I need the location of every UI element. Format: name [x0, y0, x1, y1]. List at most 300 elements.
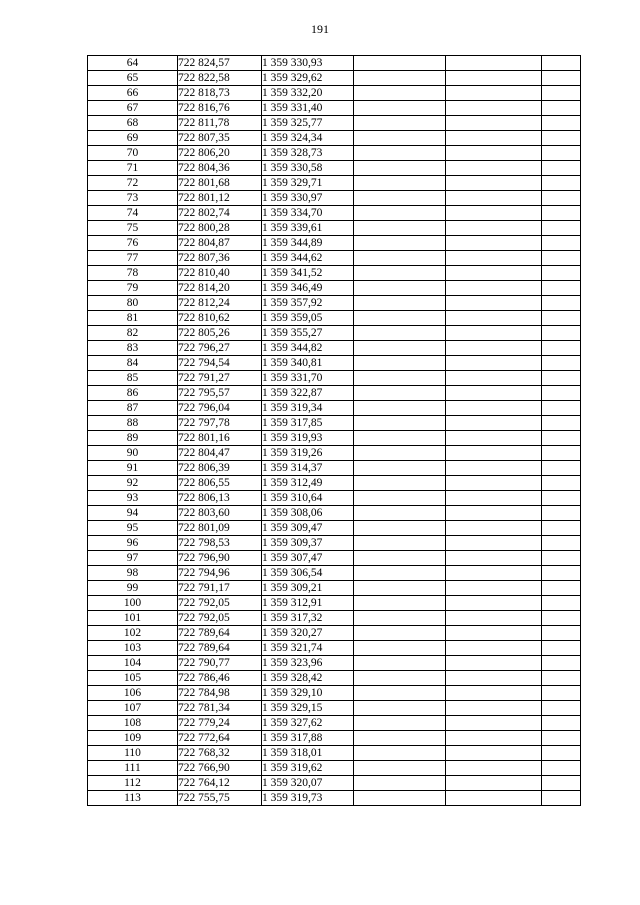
table-row	[88, 641, 581, 656]
point-number-cell: 74	[88, 206, 178, 221]
empty-cell	[354, 776, 446, 791]
table-row	[88, 611, 581, 626]
y-coordinate-cell: 1 359 319,73	[262, 791, 354, 806]
point-number-cell: 88	[88, 416, 178, 431]
table-row	[88, 476, 581, 491]
point-number-cell: 86	[88, 386, 178, 401]
empty-cell	[446, 656, 542, 671]
empty-cell	[542, 101, 581, 116]
table-row	[88, 86, 581, 101]
page-number: 191	[311, 22, 329, 36]
empty-cell	[542, 686, 581, 701]
table-row	[88, 716, 581, 731]
y-coordinate-cell: 1 359 308,06	[262, 506, 354, 521]
empty-cell	[354, 416, 446, 431]
empty-cell	[542, 116, 581, 131]
y-coordinate-cell: 1 359 355,27	[262, 326, 354, 341]
x-coordinate-cell: 722 801,12	[178, 191, 262, 206]
y-coordinate-cell: 1 359 319,34	[262, 401, 354, 416]
table-row	[88, 341, 581, 356]
empty-cell	[542, 356, 581, 371]
empty-cell	[542, 71, 581, 86]
empty-cell	[354, 611, 446, 626]
x-coordinate-cell: 722 801,09	[178, 521, 262, 536]
empty-cell	[542, 146, 581, 161]
empty-cell	[354, 356, 446, 371]
point-number-cell: 80	[88, 296, 178, 311]
point-number-cell: 108	[88, 716, 178, 731]
x-coordinate-cell: 722 804,47	[178, 446, 262, 461]
y-coordinate-cell: 1 359 309,47	[262, 521, 354, 536]
y-coordinate-cell: 1 359 329,62	[262, 71, 354, 86]
table-row	[88, 431, 581, 446]
x-coordinate-cell: 722 772,64	[178, 731, 262, 746]
empty-cell	[446, 86, 542, 101]
empty-cell	[542, 776, 581, 791]
point-number-cell: 104	[88, 656, 178, 671]
empty-cell	[354, 791, 446, 806]
empty-cell	[354, 101, 446, 116]
empty-cell	[354, 566, 446, 581]
point-number-cell: 110	[88, 746, 178, 761]
x-coordinate-cell: 722 807,36	[178, 251, 262, 266]
empty-cell	[542, 731, 581, 746]
point-number-cell: 68	[88, 116, 178, 131]
empty-cell	[446, 371, 542, 386]
x-coordinate-cell: 722 810,40	[178, 266, 262, 281]
table-row	[88, 326, 581, 341]
y-coordinate-cell: 1 359 331,70	[262, 371, 354, 386]
empty-cell	[542, 251, 581, 266]
table-row	[88, 146, 581, 161]
x-coordinate-cell: 722 810,62	[178, 311, 262, 326]
empty-cell	[446, 236, 542, 251]
empty-cell	[354, 641, 446, 656]
table-row	[88, 401, 581, 416]
empty-cell	[446, 446, 542, 461]
y-coordinate-cell: 1 359 331,40	[262, 101, 354, 116]
coordinates-table-body	[88, 56, 581, 806]
y-coordinate-cell: 1 359 330,93	[262, 56, 354, 71]
empty-cell	[354, 476, 446, 491]
y-coordinate-cell: 1 359 312,49	[262, 476, 354, 491]
x-coordinate-cell: 722 811,78	[178, 116, 262, 131]
x-coordinate-cell: 722 766,90	[178, 761, 262, 776]
empty-cell	[446, 476, 542, 491]
empty-cell	[542, 446, 581, 461]
point-number-cell: 81	[88, 311, 178, 326]
table-row	[88, 266, 581, 281]
x-coordinate-cell: 722 822,58	[178, 71, 262, 86]
empty-cell	[354, 191, 446, 206]
point-number-cell: 75	[88, 221, 178, 236]
empty-cell	[354, 311, 446, 326]
point-number-cell: 83	[88, 341, 178, 356]
x-coordinate-cell: 722 796,90	[178, 551, 262, 566]
table-row	[88, 371, 581, 386]
empty-cell	[542, 56, 581, 71]
empty-cell	[354, 251, 446, 266]
empty-cell	[354, 266, 446, 281]
empty-cell	[542, 581, 581, 596]
x-coordinate-cell: 722 755,75	[178, 791, 262, 806]
empty-cell	[446, 761, 542, 776]
point-number-cell: 82	[88, 326, 178, 341]
table-row	[88, 101, 581, 116]
empty-cell	[446, 791, 542, 806]
empty-cell	[354, 461, 446, 476]
empty-cell	[354, 716, 446, 731]
x-coordinate-cell: 722 789,64	[178, 641, 262, 656]
empty-cell	[542, 791, 581, 806]
table-row	[88, 386, 581, 401]
empty-cell	[542, 506, 581, 521]
y-coordinate-cell: 1 359 359,05	[262, 311, 354, 326]
y-coordinate-cell: 1 359 319,26	[262, 446, 354, 461]
empty-cell	[446, 281, 542, 296]
y-coordinate-cell: 1 359 319,93	[262, 431, 354, 446]
x-coordinate-cell: 722 806,20	[178, 146, 262, 161]
empty-cell	[354, 131, 446, 146]
table-row	[88, 236, 581, 251]
table-row	[88, 161, 581, 176]
empty-cell	[542, 341, 581, 356]
x-coordinate-cell: 722 786,46	[178, 671, 262, 686]
empty-cell	[446, 686, 542, 701]
y-coordinate-cell: 1 359 314,37	[262, 461, 354, 476]
point-number-cell: 70	[88, 146, 178, 161]
x-coordinate-cell: 722 794,54	[178, 356, 262, 371]
x-coordinate-cell: 722 764,12	[178, 776, 262, 791]
table-row	[88, 566, 581, 581]
empty-cell	[354, 236, 446, 251]
x-coordinate-cell: 722 816,76	[178, 101, 262, 116]
empty-cell	[446, 401, 542, 416]
empty-cell	[354, 536, 446, 551]
empty-cell	[446, 206, 542, 221]
y-coordinate-cell: 1 359 325,77	[262, 116, 354, 131]
empty-cell	[542, 86, 581, 101]
x-coordinate-cell: 722 807,35	[178, 131, 262, 146]
empty-cell	[354, 161, 446, 176]
point-number-cell: 84	[88, 356, 178, 371]
table-row	[88, 56, 581, 71]
empty-cell	[542, 131, 581, 146]
empty-cell	[354, 71, 446, 86]
empty-cell	[446, 341, 542, 356]
y-coordinate-cell: 1 359 306,54	[262, 566, 354, 581]
empty-cell	[446, 266, 542, 281]
empty-cell	[446, 356, 542, 371]
y-coordinate-cell: 1 359 324,34	[262, 131, 354, 146]
empty-cell	[354, 281, 446, 296]
empty-cell	[446, 596, 542, 611]
table-row	[88, 776, 581, 791]
empty-cell	[354, 326, 446, 341]
empty-cell	[354, 341, 446, 356]
empty-cell	[354, 401, 446, 416]
empty-cell	[446, 611, 542, 626]
empty-cell	[446, 56, 542, 71]
point-number-cell: 87	[88, 401, 178, 416]
empty-cell	[542, 401, 581, 416]
coordinates-table	[87, 55, 581, 806]
y-coordinate-cell: 1 359 320,27	[262, 626, 354, 641]
table-row	[88, 311, 581, 326]
x-coordinate-cell: 722 796,27	[178, 341, 262, 356]
table-row	[88, 281, 581, 296]
point-number-cell: 112	[88, 776, 178, 791]
empty-cell	[354, 221, 446, 236]
y-coordinate-cell: 1 359 328,42	[262, 671, 354, 686]
y-coordinate-cell: 1 359 329,10	[262, 686, 354, 701]
point-number-cell: 96	[88, 536, 178, 551]
point-number-cell: 97	[88, 551, 178, 566]
empty-cell	[354, 521, 446, 536]
empty-cell	[354, 446, 446, 461]
empty-cell	[446, 551, 542, 566]
y-coordinate-cell: 1 359 329,71	[262, 176, 354, 191]
empty-cell	[446, 776, 542, 791]
y-coordinate-cell: 1 359 320,07	[262, 776, 354, 791]
point-number-cell: 102	[88, 626, 178, 641]
x-coordinate-cell: 722 781,34	[178, 701, 262, 716]
point-number-cell: 79	[88, 281, 178, 296]
empty-cell	[354, 551, 446, 566]
y-coordinate-cell: 1 359 357,92	[262, 296, 354, 311]
empty-cell	[354, 731, 446, 746]
point-number-cell: 105	[88, 671, 178, 686]
table-row	[88, 191, 581, 206]
point-number-cell: 67	[88, 101, 178, 116]
y-coordinate-cell: 1 359 317,32	[262, 611, 354, 626]
empty-cell	[542, 191, 581, 206]
x-coordinate-cell: 722 790,77	[178, 656, 262, 671]
empty-cell	[542, 476, 581, 491]
table-row	[88, 491, 581, 506]
y-coordinate-cell: 1 359 346,49	[262, 281, 354, 296]
empty-cell	[542, 491, 581, 506]
point-number-cell: 90	[88, 446, 178, 461]
y-coordinate-cell: 1 359 307,47	[262, 551, 354, 566]
point-number-cell: 71	[88, 161, 178, 176]
point-number-cell: 98	[88, 566, 178, 581]
y-coordinate-cell: 1 359 340,81	[262, 356, 354, 371]
x-coordinate-cell: 722 801,16	[178, 431, 262, 446]
empty-cell	[354, 581, 446, 596]
point-number-cell: 100	[88, 596, 178, 611]
table-row	[88, 746, 581, 761]
empty-cell	[542, 461, 581, 476]
x-coordinate-cell: 722 796,04	[178, 401, 262, 416]
empty-cell	[354, 671, 446, 686]
empty-cell	[542, 701, 581, 716]
y-coordinate-cell: 1 359 328,73	[262, 146, 354, 161]
point-number-cell: 111	[88, 761, 178, 776]
empty-cell	[354, 746, 446, 761]
empty-cell	[354, 86, 446, 101]
empty-cell	[446, 716, 542, 731]
table-row	[88, 356, 581, 371]
table-row	[88, 551, 581, 566]
table-row	[88, 71, 581, 86]
table-row	[88, 536, 581, 551]
table-row	[88, 701, 581, 716]
empty-cell	[446, 146, 542, 161]
empty-cell	[542, 536, 581, 551]
empty-cell	[542, 551, 581, 566]
empty-cell	[446, 506, 542, 521]
empty-cell	[542, 281, 581, 296]
point-number-cell: 89	[88, 431, 178, 446]
point-number-cell: 109	[88, 731, 178, 746]
empty-cell	[354, 206, 446, 221]
empty-cell	[542, 671, 581, 686]
x-coordinate-cell: 722 812,24	[178, 296, 262, 311]
empty-cell	[542, 161, 581, 176]
empty-cell	[542, 266, 581, 281]
empty-cell	[354, 296, 446, 311]
y-coordinate-cell: 1 359 327,62	[262, 716, 354, 731]
point-number-cell: 77	[88, 251, 178, 266]
empty-cell	[446, 311, 542, 326]
y-coordinate-cell: 1 359 317,88	[262, 731, 354, 746]
point-number-cell: 69	[88, 131, 178, 146]
table-row	[88, 506, 581, 521]
x-coordinate-cell: 722 784,98	[178, 686, 262, 701]
empty-cell	[446, 431, 542, 446]
table-row	[88, 251, 581, 266]
x-coordinate-cell: 722 814,20	[178, 281, 262, 296]
y-coordinate-cell: 1 359 318,01	[262, 746, 354, 761]
empty-cell	[354, 596, 446, 611]
y-coordinate-cell: 1 359 323,96	[262, 656, 354, 671]
y-coordinate-cell: 1 359 344,89	[262, 236, 354, 251]
empty-cell	[446, 176, 542, 191]
empty-cell	[354, 686, 446, 701]
point-number-cell: 103	[88, 641, 178, 656]
empty-cell	[542, 371, 581, 386]
table-row	[88, 446, 581, 461]
point-number-cell: 113	[88, 791, 178, 806]
empty-cell	[542, 566, 581, 581]
empty-cell	[542, 416, 581, 431]
table-row	[88, 671, 581, 686]
empty-cell	[446, 521, 542, 536]
y-coordinate-cell: 1 359 309,21	[262, 581, 354, 596]
point-number-cell: 85	[88, 371, 178, 386]
table-row	[88, 761, 581, 776]
x-coordinate-cell: 722 789,64	[178, 626, 262, 641]
empty-cell	[446, 191, 542, 206]
x-coordinate-cell: 722 805,26	[178, 326, 262, 341]
table-row	[88, 296, 581, 311]
x-coordinate-cell: 722 806,13	[178, 491, 262, 506]
empty-cell	[354, 176, 446, 191]
table-row	[88, 596, 581, 611]
empty-cell	[354, 761, 446, 776]
empty-cell	[354, 56, 446, 71]
x-coordinate-cell: 722 792,05	[178, 596, 262, 611]
table-row	[88, 791, 581, 806]
point-number-cell: 72	[88, 176, 178, 191]
point-number-cell: 92	[88, 476, 178, 491]
table-row	[88, 116, 581, 131]
x-coordinate-cell: 722 791,27	[178, 371, 262, 386]
empty-cell	[446, 491, 542, 506]
point-number-cell: 107	[88, 701, 178, 716]
empty-cell	[446, 326, 542, 341]
empty-cell	[542, 611, 581, 626]
empty-cell	[446, 731, 542, 746]
table-row	[88, 731, 581, 746]
empty-cell	[542, 716, 581, 731]
y-coordinate-cell: 1 359 317,85	[262, 416, 354, 431]
y-coordinate-cell: 1 359 321,74	[262, 641, 354, 656]
empty-cell	[542, 656, 581, 671]
point-number-cell: 76	[88, 236, 178, 251]
empty-cell	[354, 371, 446, 386]
empty-cell	[446, 221, 542, 236]
table-row	[88, 581, 581, 596]
empty-cell	[542, 596, 581, 611]
x-coordinate-cell: 722 806,39	[178, 461, 262, 476]
point-number-cell: 78	[88, 266, 178, 281]
table-row	[88, 686, 581, 701]
x-coordinate-cell: 722 804,87	[178, 236, 262, 251]
empty-cell	[542, 746, 581, 761]
empty-cell	[446, 746, 542, 761]
x-coordinate-cell: 722 791,17	[178, 581, 262, 596]
point-number-cell: 99	[88, 581, 178, 596]
x-coordinate-cell: 722 797,78	[178, 416, 262, 431]
table-row	[88, 206, 581, 221]
empty-cell	[542, 221, 581, 236]
empty-cell	[542, 626, 581, 641]
table-row	[88, 416, 581, 431]
empty-cell	[354, 491, 446, 506]
point-number-cell: 94	[88, 506, 178, 521]
table-row	[88, 176, 581, 191]
empty-cell	[354, 656, 446, 671]
y-coordinate-cell: 1 359 344,82	[262, 341, 354, 356]
x-coordinate-cell: 722 806,55	[178, 476, 262, 491]
y-coordinate-cell: 1 359 322,87	[262, 386, 354, 401]
x-coordinate-cell: 722 779,24	[178, 716, 262, 731]
point-number-cell: 66	[88, 86, 178, 101]
point-number-cell: 91	[88, 461, 178, 476]
y-coordinate-cell: 1 359 330,97	[262, 191, 354, 206]
point-number-cell: 101	[88, 611, 178, 626]
x-coordinate-cell: 722 804,36	[178, 161, 262, 176]
empty-cell	[446, 641, 542, 656]
x-coordinate-cell: 722 794,96	[178, 566, 262, 581]
empty-cell	[542, 296, 581, 311]
y-coordinate-cell: 1 359 339,61	[262, 221, 354, 236]
table-row	[88, 521, 581, 536]
empty-cell	[446, 671, 542, 686]
y-coordinate-cell: 1 359 334,70	[262, 206, 354, 221]
empty-cell	[542, 326, 581, 341]
empty-cell	[446, 581, 542, 596]
x-coordinate-cell: 722 824,57	[178, 56, 262, 71]
empty-cell	[446, 296, 542, 311]
empty-cell	[354, 701, 446, 716]
table-row	[88, 626, 581, 641]
empty-cell	[446, 536, 542, 551]
empty-cell	[446, 566, 542, 581]
point-number-cell: 93	[88, 491, 178, 506]
